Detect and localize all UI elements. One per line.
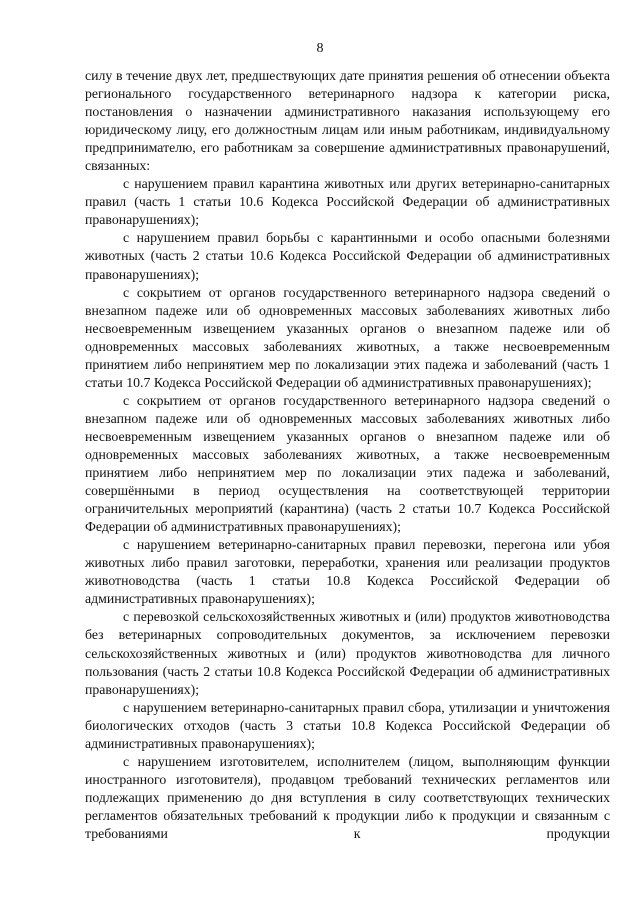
paragraph-item: с сокрытием от органов государственного ветеринарного надзора сведений о внезапном падеже или об одновременных массовых заболеваниях животных либо несвоевременным извещением указанных органов о внезапном падеже или об одновременных массовых заболеваниях животных, а также несвоевременным принятием либо непринятием мер по локализации этих падежа и заболеваний (часть 1 статьи 10.7 Кодекса Российской Федерации об административных правонарушениях); [85,284,610,390]
paragraph-item: с нарушением правил карантина животных или других ветеринарно-санитарных правил (часть 1 статьи 10.6 Кодекса Российской Федерации об административных правонарушениях); [85,176,610,228]
document-body [85,67,610,843]
paragraph-item: с нарушением ветеринарно-санитарных правил перевозки, перегона или убоя животных либо правил заготовки, переработки, хранения или реализации продуктов животноводства (часть 1 статьи 10.8 Кодекса Российской Федерации об административных правонарушениях); [85,537,610,607]
page-number: 8 [316,41,324,56]
paragraph-item: с перевозкой сельскохозяйственных животных и (или) продуктов животноводства без ветеринарных сопроводительных документов, за исключением перевозки сельскохозяйственных животных и (или) продуктов животноводства для личного пользования (часть 2 статьи 10.8 Кодекса Российской Федерации об административных правонарушениях); [85,609,610,697]
paragraph-item: с нарушением изготовителем, исполнителем (лицом, выполняющим функции иностранного изготовителя), продавцом требований технических регламентов или подлежащих применению до дня вступления в силу соответствующих технических регламентов обязательных требований к продукции либо к продукции и связанным с требованиями к продукции [85,753,610,841]
paragraph-intro: силу в течение двух лет, предшествующих дате принятия решения об отнесении объекта регионального государственного ветеринарного надзора к категории риска, постановления о назначении административного наказания использующему его юридическому лицу, его должностным лицам или иным работникам, индивидуальному предпринимателю, его работникам за совершение административных правонарушений, связанных: [85,68,610,174]
paragraph-item: с нарушением ветеринарно-санитарных правил сбора, утилизации и уничтожения биологических отходов (часть 3 статьи 10.8 Кодекса Российской Федерации об административных правонарушениях); [85,699,610,751]
paragraph-item: с сокрытием от органов государственного ветеринарного надзора сведений о внезапном падеже или об одновременных массовых заболеваниях животных либо несвоевременным извещением указанных органов о внезапном падеже или об одновременных массовых заболеваниях животных, а также несвоевременным принятием либо непринятием мер по локализации этих падежа и заболеваний, совершёнными в период осуществления на соответствующей территории ограничительных мероприятий (карантина) (часть 2 статьи 10.7 Кодекса Российской Федерации об административных правонарушениях); [85,392,610,535]
paragraph-item: с нарушением правил борьбы с карантинными и особо опасными болезнями животных (часть 2 статьи 10.6 Кодекса Российской Федерации об административных правонарушениях); [85,230,610,282]
